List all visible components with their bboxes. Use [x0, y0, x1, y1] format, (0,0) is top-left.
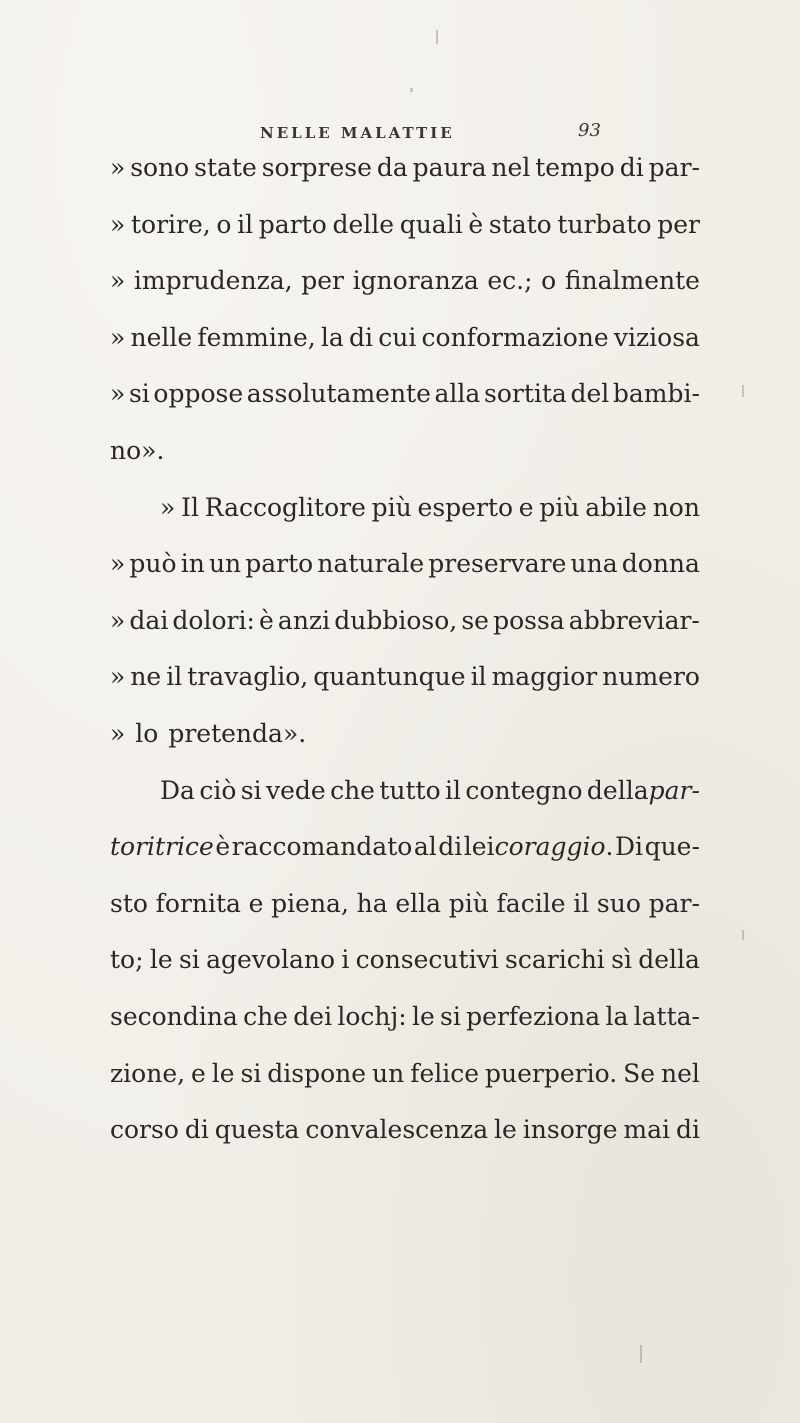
word: per: [301, 266, 344, 296]
word: piena,: [271, 888, 349, 918]
paper-speck: [742, 930, 744, 940]
word: oppose: [153, 379, 244, 409]
word: si: [240, 1058, 262, 1088]
word: sortita: [483, 379, 567, 409]
word: o: [541, 266, 557, 296]
word: latta-: [633, 1001, 700, 1031]
text-line: [110, 593, 700, 650]
word: viziosa: [613, 322, 700, 352]
word: le: [149, 945, 173, 975]
word: »: [110, 153, 126, 182]
word: questa: [214, 1115, 300, 1145]
word: vede: [265, 775, 326, 805]
word: è: [468, 209, 484, 239]
word: »: [160, 492, 176, 522]
text-line: [110, 706, 700, 763]
word: le: [411, 1001, 435, 1031]
word: alla: [434, 379, 481, 409]
word: si: [178, 945, 200, 975]
word: raccomandato: [231, 832, 413, 862]
word: dispone: [267, 1058, 367, 1088]
text-line: [110, 763, 700, 820]
word: lo: [135, 718, 159, 748]
word: travaglio,: [187, 662, 309, 692]
word: pretenda».: [168, 718, 307, 748]
word: puerperio.: [484, 1058, 618, 1088]
word: numero: [602, 662, 700, 692]
text-line: [110, 649, 700, 706]
word: più: [371, 492, 412, 522]
word: tutto: [379, 775, 441, 805]
word: secondina: [110, 1001, 238, 1031]
word: più: [539, 492, 580, 522]
text-line: [110, 932, 700, 989]
word: convalescenza: [305, 1115, 489, 1145]
word: il: [237, 209, 254, 239]
word: se: [461, 605, 489, 635]
word: mai: [623, 1115, 671, 1145]
text-line: [110, 480, 700, 537]
word: dolori:: [172, 605, 255, 635]
word: si: [128, 379, 150, 409]
word: nelle: [130, 322, 193, 352]
word: stato: [488, 209, 552, 239]
word: la: [320, 322, 344, 352]
word: un: [372, 1058, 405, 1088]
word: leicoraggio.: [463, 832, 614, 862]
word: o: [216, 209, 232, 239]
word: il: [470, 662, 487, 692]
body-text: [110, 140, 700, 1159]
paper-speck: [410, 88, 413, 92]
word: assolutamente: [246, 379, 431, 409]
word: insorge: [522, 1115, 618, 1145]
word: abbreviar-: [568, 605, 700, 635]
word: cui: [378, 322, 417, 352]
text-line: [110, 253, 700, 310]
word: che: [243, 1001, 288, 1031]
page-number: 93: [578, 120, 601, 141]
paper-speck: [640, 1345, 642, 1363]
word: »: [110, 718, 126, 748]
word: si: [440, 1001, 461, 1031]
word: turbato: [557, 209, 652, 239]
word: sorprese: [261, 153, 372, 182]
word: sì: [611, 945, 632, 975]
word: si: [240, 775, 262, 805]
word: contegno: [465, 775, 583, 805]
word: felice: [410, 1058, 480, 1088]
word: suo: [596, 888, 641, 918]
word: Se: [623, 1058, 656, 1088]
word: sto: [110, 888, 148, 918]
word: »: [110, 662, 126, 692]
word: che: [330, 775, 375, 805]
text-line: [110, 366, 700, 423]
word: Il: [181, 492, 199, 522]
word: naturale: [317, 549, 425, 579]
word: scarichi: [505, 945, 605, 975]
word: »: [110, 379, 126, 409]
word: torire,: [130, 209, 211, 239]
word: è: [259, 605, 274, 635]
word: anzi: [277, 605, 331, 635]
running-head: NELLE MALATTIE: [260, 124, 455, 142]
word: quali: [399, 209, 463, 239]
word: »: [110, 605, 126, 635]
word: femmine,: [197, 322, 316, 352]
word: »: [110, 209, 126, 239]
word: consecutivi: [355, 945, 499, 975]
word: »: [110, 266, 126, 296]
word: di: [184, 1115, 209, 1145]
word: perfeziona: [466, 1001, 601, 1031]
word: corso: [110, 1115, 179, 1145]
word: Raccoglitore: [204, 492, 366, 522]
word: per: [657, 209, 700, 239]
word: ella: [395, 888, 442, 918]
word: par-: [648, 153, 700, 182]
text-line: [110, 423, 700, 480]
word: le: [211, 1058, 235, 1088]
word: Da: [160, 775, 195, 805]
word: esperto: [417, 492, 514, 522]
word: possa: [493, 605, 565, 635]
word: que-: [644, 832, 700, 862]
word: ciò: [199, 775, 237, 805]
word: di: [349, 322, 374, 352]
word: »: [110, 549, 126, 579]
word: è: [215, 832, 231, 862]
word: e: [518, 492, 534, 522]
text-line: [110, 1046, 700, 1103]
word: dai: [129, 605, 169, 635]
word: finalmente: [564, 266, 700, 296]
word: imprudenza,: [133, 266, 293, 296]
text-line: [110, 310, 700, 367]
word: una: [570, 549, 618, 579]
word: dellapar-: [586, 775, 700, 805]
word: da: [376, 153, 408, 182]
word: le: [494, 1115, 517, 1145]
word: parto: [258, 209, 327, 239]
word: di: [619, 153, 644, 182]
word: il: [445, 775, 462, 805]
word: donna: [621, 549, 700, 579]
text-line: [110, 140, 700, 197]
word: e: [191, 1058, 206, 1088]
word: agevolano: [206, 945, 336, 975]
paper-speck: [742, 385, 744, 397]
word: la: [605, 1001, 629, 1031]
word: e: [248, 888, 264, 918]
word: nel: [491, 153, 531, 182]
word: ec.;: [487, 266, 533, 296]
word: della: [638, 945, 700, 975]
word: Di: [615, 832, 644, 862]
word: maggior: [491, 662, 598, 692]
italic-text: toritrice: [110, 832, 214, 862]
word: zione,: [110, 1058, 186, 1088]
word: tempo: [535, 153, 615, 182]
word: abile: [585, 492, 647, 522]
word: un: [208, 549, 242, 579]
word: in: [180, 549, 205, 579]
word: sono: [130, 153, 190, 182]
word: par-: [648, 888, 700, 918]
word: il: [573, 888, 590, 918]
word: state: [194, 153, 257, 182]
word: preservare: [428, 549, 567, 579]
text-line: [110, 1102, 700, 1159]
text-line: [110, 876, 700, 933]
text-line: [110, 989, 700, 1046]
word: del: [570, 379, 610, 409]
word: delle: [332, 209, 395, 239]
word: dei: [293, 1001, 333, 1031]
word: ne: [130, 662, 162, 692]
word: paura: [412, 153, 487, 182]
word: di: [675, 1115, 700, 1145]
word: non: [652, 492, 700, 522]
paper-speck: [436, 30, 438, 44]
word: quantunque: [313, 662, 466, 692]
text-line: [110, 197, 700, 254]
word: »: [110, 322, 126, 352]
word: lochj:: [337, 1001, 407, 1031]
word: conformazione: [421, 322, 609, 352]
text-line: [110, 819, 700, 876]
word: parto: [245, 549, 314, 579]
word: il: [166, 662, 183, 692]
italic-text: par-: [648, 775, 700, 805]
word: dubbioso,: [334, 605, 458, 635]
word: ignoranza: [352, 266, 479, 296]
word: [110, 819, 214, 876]
word: i: [341, 945, 350, 975]
word: fornita: [155, 888, 241, 918]
word: bambi-: [612, 379, 700, 409]
word: al: [413, 832, 437, 862]
word: può: [129, 549, 177, 579]
word: to;: [110, 945, 144, 975]
word: nel: [660, 1058, 700, 1088]
word: facile: [496, 888, 566, 918]
word: di: [438, 832, 463, 862]
text-line: [110, 536, 700, 593]
word: più: [448, 888, 489, 918]
word: no».: [110, 435, 165, 465]
word: ha: [356, 888, 388, 918]
italic-text: coraggio: [494, 832, 606, 862]
